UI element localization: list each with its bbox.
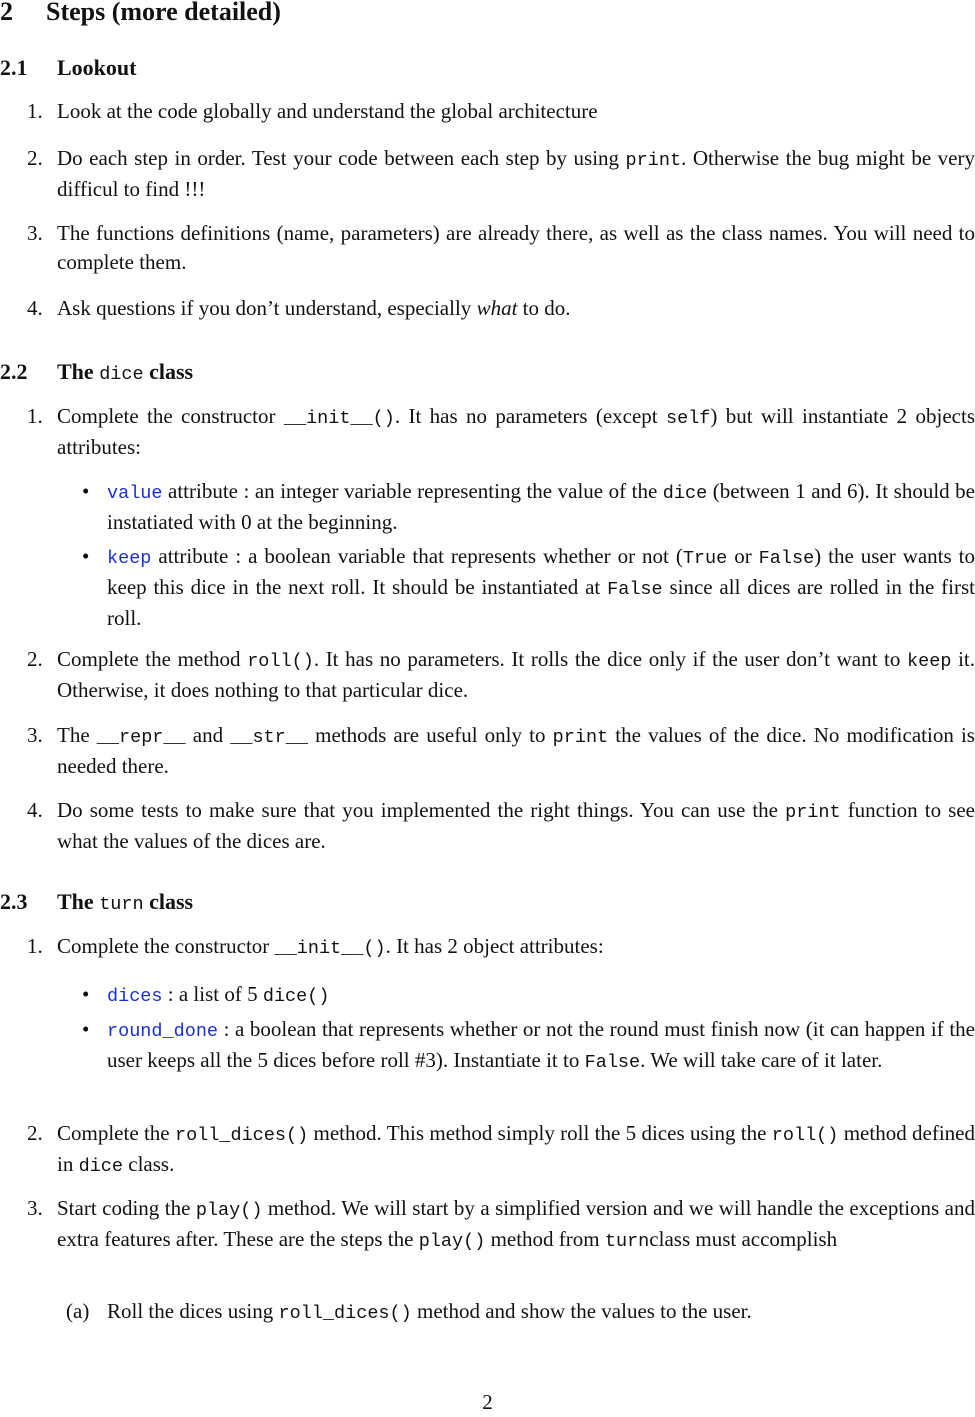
bullet-item [82,542,975,633]
code-keep: keep [107,548,152,569]
bullet-text: keep attribute : a boolean variable that represents whether or not (True or False) the user wants to keep this dice in the next roll. It should be instantiated at False since all dices are rolled in the first roll. [107,544,975,630]
subsection-heading-turn: 2.3 The turn class [0,889,194,915]
bullet-icon: • [82,544,90,568]
item-text: Roll the dices using roll_dices() method and show the values to the user. [107,1299,752,1324]
list-item [27,645,975,705]
bullet-item [82,1015,975,1077]
list-item [27,721,975,781]
code-init: __init__() [283,408,395,429]
code-self: self [666,408,711,429]
item-text: Complete the method roll(). It has no parameters. It rolls the dice only if the user don’t want to keep it. Otherwise, it does nothing to that particular dice. [57,647,975,702]
list-item [27,1119,975,1181]
emphasis-what: what [476,296,518,320]
item-number: 4. [27,296,43,320]
page-number: 2 [482,1390,493,1414]
item-text: Do each step in order. Test your code between each step by using print. Otherwise the bug might be very difficul to find !!! [57,146,975,201]
section-title: Steps (more detailed) [46,0,281,26]
subsection-number: 2.3 [0,889,28,914]
item-number: 2. [27,647,43,671]
list-item [27,402,975,462]
item-number: 2. [27,146,43,170]
item-number: 3. [27,221,43,245]
sub-list-item [66,1297,975,1328]
item-number: 1. [27,934,43,958]
item-text: Ask questions if you don’t understand, especially what to do. [57,296,571,320]
bullet-icon: • [82,479,90,503]
bullet-icon: • [82,982,90,1006]
list-item [27,796,975,856]
item-number: 3. [27,723,43,747]
item-text: The __repr__ and __str__ methods are useful only to print the values of the dice. No modification is needed there. [57,723,975,778]
item-text: Complete the constructor __init__(). It has 2 object attributes: [57,934,604,959]
code-print: print [625,150,682,171]
item-number: 1. [27,99,43,123]
list-item [27,97,975,126]
item-number: 1. [27,404,43,428]
list-item [27,144,975,204]
section-heading [0,0,281,26]
code-value: value [107,483,163,504]
bullet-text: value attribute : an integer variable representing the value of the dice (between 1 and 6). It should be instatiated with 0 at the beginning. [107,479,975,534]
code-dice: dice [99,364,144,385]
item-letter: (a) [66,1299,90,1323]
item-text: Start coding the play() method. We will start by a simplified version and we will handle the exceptions and extra features after. These are the steps the play() method from turnclass must accomplish [57,1196,975,1252]
item-text: The functions definitions (name, parameters) are already there, as well as the class names. You will need to complete them. [57,221,975,274]
code-dices: dices [107,986,163,1007]
list-item [27,294,975,323]
bullet-item [82,477,975,537]
list-item [27,219,975,277]
bullet-text: round_done : a boolean that represents whether or not the round must finish now (it can happen if the user keeps all the 5 dices before roll #3). Instantiate it to False. We will take care of it later. [107,1017,975,1073]
code-turn: turn [99,894,144,915]
section-number: 2 [0,0,13,26]
item-text: Do some tests to make sure that you implemented the right things. You can use the print function to see what the values of the dices are. [57,798,975,853]
bullet-text: dices : a list of 5 dice() [107,982,330,1007]
item-number: 3. [27,1196,43,1220]
bullet-item [82,980,975,1011]
subsection-heading-lookout [0,53,136,82]
item-text: Look at the code globally and understand the global architecture [57,99,598,123]
item-number: 2. [27,1121,43,1145]
subsection-number: 2.2 [0,359,28,384]
code-round-done: round_done [107,1021,219,1042]
list-item [27,932,975,963]
subsection-title: Lookout [57,55,137,80]
item-number: 4. [27,798,43,822]
bullet-icon: • [82,1017,90,1041]
subsection-heading-dice: 2.2 The dice class [0,359,194,385]
item-text: Complete the roll_dices() method. This method simply roll the 5 dices using the roll() method defined in dice class. [57,1121,975,1177]
subsection-number: 2.1 [0,55,28,80]
item-text: Complete the constructor __init__(). It has no parameters (except self) but will instantiate 2 objects attributes: [57,404,975,459]
list-item [27,1194,975,1256]
